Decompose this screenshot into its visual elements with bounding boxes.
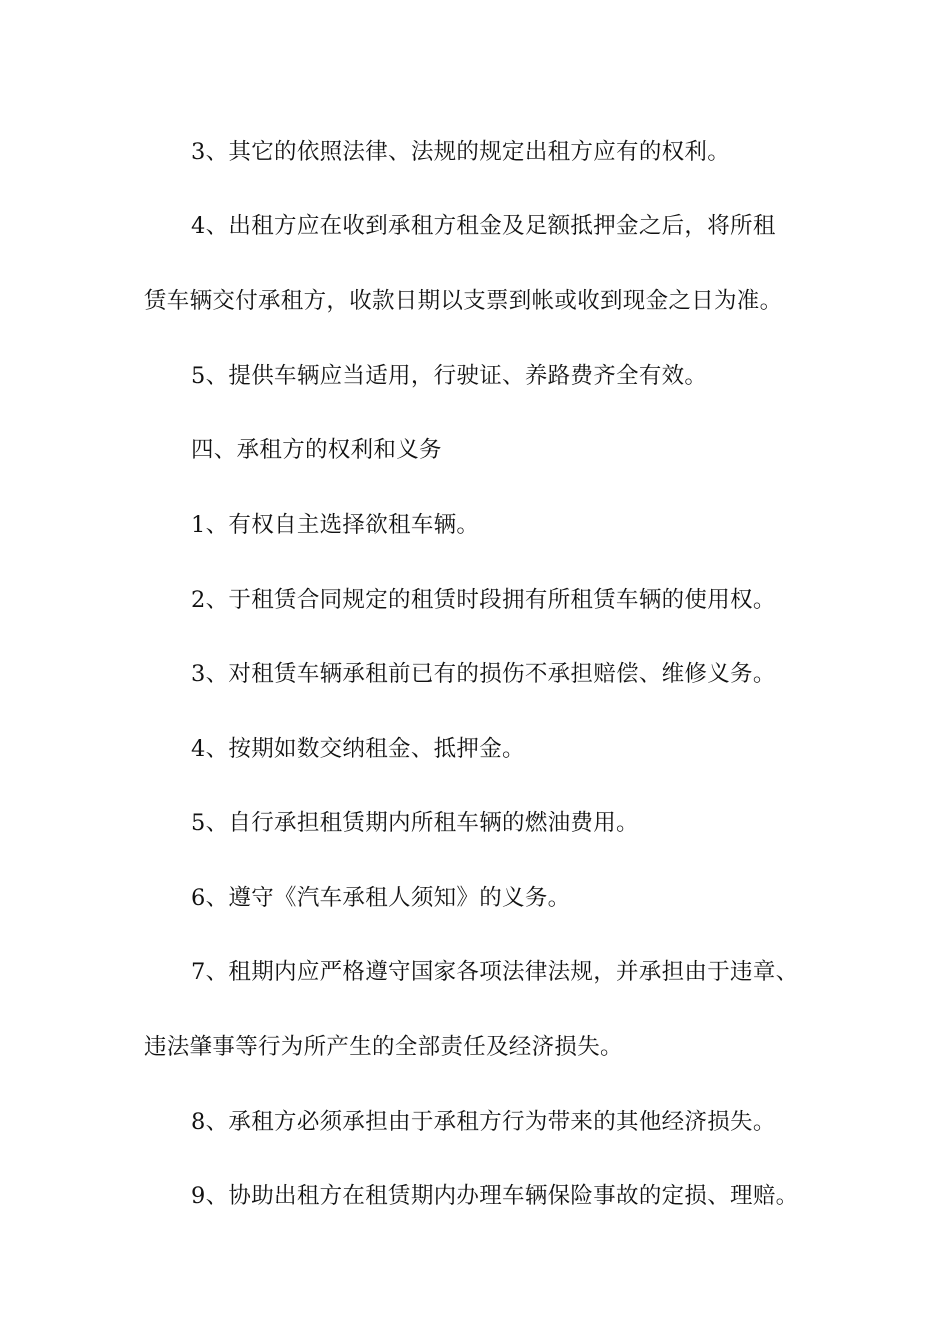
paragraph-line: 3、其它的依照法律、法规的规定出租方应有的权利。 — [191, 139, 731, 165]
paragraph-line: 2、于租赁合同规定的租赁时段拥有所租赁车辆的使用权。 — [191, 587, 776, 613]
paragraph-line: 6、遵守《汽车承租人须知》的义务。 — [191, 885, 571, 911]
paragraph-line: 违法肇事等行为所产生的全部责任及经济损失。 — [144, 1034, 623, 1060]
paragraph-line: 1、有权自主选择欲租车辆。 — [191, 512, 480, 538]
paragraph-line: 8、承租方必须承担由于承租方行为带来的其他经济损失。 — [191, 1109, 776, 1135]
section-heading: 四、承租方的权利和义务 — [191, 437, 442, 463]
paragraph-line: 4、出租方应在收到承租方租金及足额抵押金之后，将所租 — [191, 213, 776, 239]
paragraph-line: 4、按期如数交纳租金、抵押金。 — [191, 736, 525, 762]
paragraph-line: 9、协助出租方在租赁期内办理车辆保险事故的定损、理赔。 — [191, 1183, 799, 1209]
paragraph-line: 7、租期内应严格遵守国家各项法律法规，并承担由于违章、 — [191, 959, 799, 985]
paragraph-line: 3、对租赁车辆承租前已有的损伤不承担赔偿、维修义务。 — [191, 661, 776, 687]
paragraph-line: 5、提供车辆应当适用，行驶证、养路费齐全有效。 — [191, 363, 708, 389]
paragraph-line: 5、自行承担租赁期内所租车辆的燃油费用。 — [191, 810, 639, 836]
paragraph-line: 赁车辆交付承租方，收款日期以支票到帐或收到现金之日为准。 — [144, 288, 783, 314]
